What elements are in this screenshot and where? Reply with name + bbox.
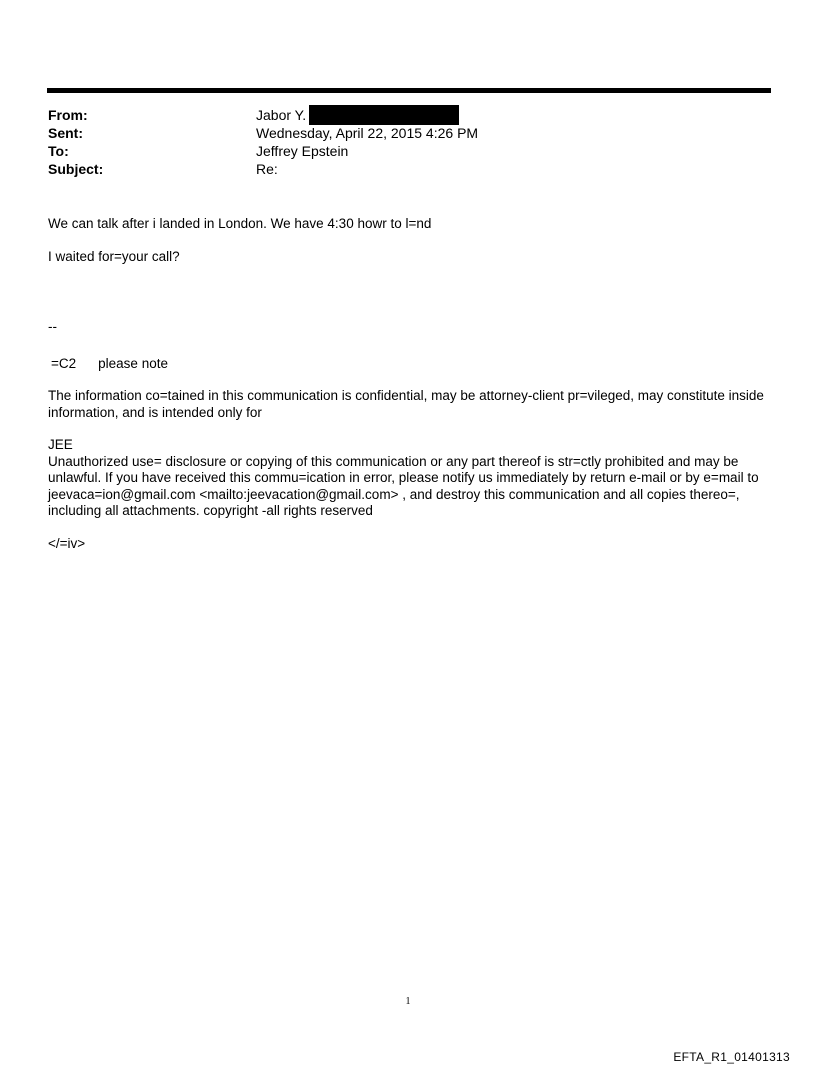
from-label: From: (48, 107, 88, 123)
subject-row (48, 160, 768, 178)
page-number: 1 (405, 996, 411, 1007)
document-id: EFTA_R1_01401313 (673, 1050, 790, 1064)
from-value (256, 105, 459, 125)
to-value: Jeffrey Epstein (256, 143, 349, 159)
body-line-2: I waited for=your call? (48, 248, 180, 264)
note-text: please note (98, 355, 168, 371)
note-line (48, 356, 773, 373)
note-code: =C2 (51, 355, 77, 371)
closing-tag: </=iv> (48, 535, 86, 551)
subject-label: Subject: (48, 161, 104, 177)
jee-label: JEE (48, 437, 73, 452)
email-body (48, 216, 773, 552)
email-header (48, 106, 768, 178)
disclaimer-paragraph-2: Unauthorized use= disclosure or copying of this communication or any part thereof is str=ctly prohibited and may be unlawful. If you have received this commu=ication in error, please notify us immediately by return e-mail or by e=mail to jeevaca=ion@gmail.com <mailto:jeevacation@gmail.com> , and destroy this communication and all copies thereo=, including all attachments. copyright -all rights reserved (48, 453, 763, 518)
sent-row (48, 124, 768, 142)
from-row (48, 106, 768, 124)
redaction-box (309, 105, 459, 125)
body-line-1: We can talk after i landed in London. We have 4:30 howr to l=nd (48, 216, 432, 231)
signature-separator: -- (48, 319, 57, 334)
to-row (48, 142, 768, 160)
sent-label: Sent: (48, 125, 83, 141)
to-label: To: (48, 143, 69, 159)
top-divider (47, 88, 771, 93)
sender-name: Jabor Y. (256, 107, 307, 123)
disclaimer-paragraph-1: The information co=tained in this communication is confidential, may be attorney-client pr=vileged, may constitute inside information, and is intended only for (48, 388, 768, 420)
sent-value: Wednesday, April 22, 2015 4:26 PM (256, 125, 479, 141)
subject-value: Re: (256, 161, 278, 177)
